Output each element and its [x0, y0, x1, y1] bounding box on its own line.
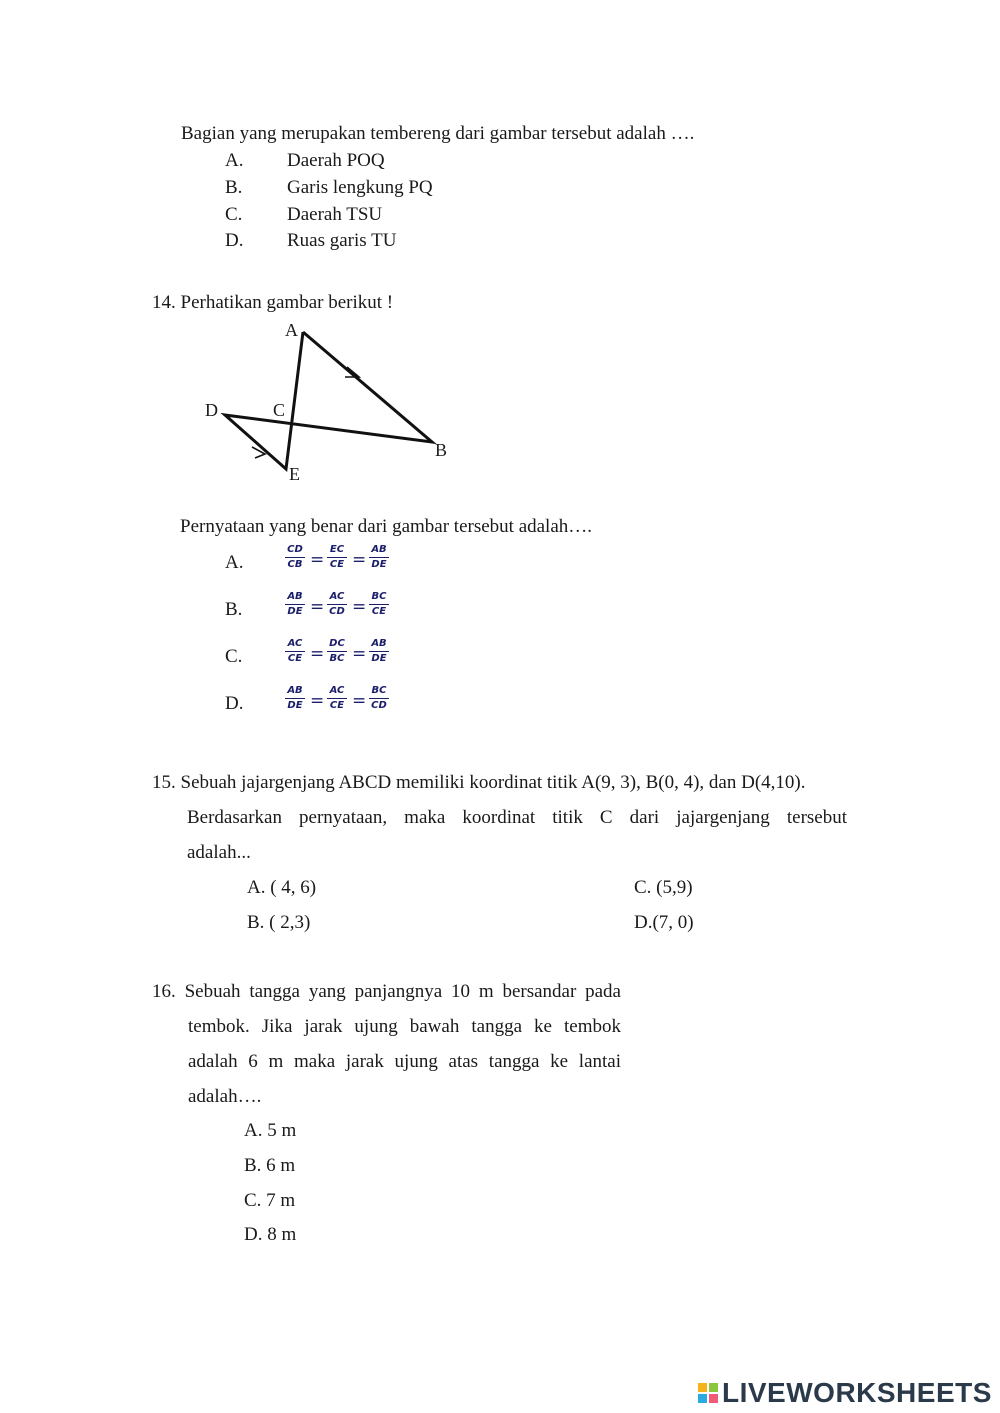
label-c: C — [273, 400, 286, 420]
fraction — [369, 545, 389, 570]
equals-sign: = — [352, 691, 367, 711]
fraction-numerator: AC — [327, 592, 347, 605]
q16-option-a[interactable]: A. 5 m — [244, 1120, 297, 1141]
fraction-denominator: DE — [287, 700, 303, 711]
label-a: A — [285, 320, 298, 340]
q15-option-c[interactable]: C. (5,9) — [634, 877, 693, 898]
equals-sign: = — [352, 644, 367, 664]
fraction-denominator: DE — [371, 559, 387, 570]
fraction-numerator: DC — [327, 639, 347, 652]
option-letter: A. — [225, 552, 244, 573]
fraction-numerator: AB — [285, 686, 305, 699]
label-b: B — [435, 440, 448, 460]
logo-block — [698, 1394, 707, 1403]
fraction-denominator: DE — [371, 653, 387, 664]
fraction — [327, 592, 347, 617]
label-e: E — [289, 464, 300, 484]
equals-sign: = — [352, 550, 367, 570]
equals-sign: = — [310, 550, 325, 570]
fraction — [369, 639, 389, 664]
q14-question: Pernyataan yang benar dari gambar tersebut adalah…. — [180, 516, 593, 537]
fraction-numerator: CD — [285, 545, 305, 558]
fraction — [285, 639, 305, 664]
option-letter: B. — [225, 599, 243, 620]
fraction — [327, 639, 347, 664]
q16-line1: 16. Sebuah tangga yang panjangnya 10 m bersandar pada — [152, 981, 621, 1002]
equals-sign: = — [310, 691, 325, 711]
logo-text: LIVEWORKSHEETS — [722, 1377, 992, 1408]
logo-block — [709, 1383, 718, 1392]
fraction — [285, 592, 305, 617]
fraction-numerator: AC — [327, 686, 347, 699]
fraction — [285, 686, 305, 711]
option-text: Ruas garis TU — [287, 230, 397, 251]
q16-line2: tembok. Jika jarak ujung bawah tangga ke tembok — [188, 1016, 621, 1037]
fraction — [285, 545, 305, 570]
label-d: D — [205, 400, 218, 420]
fraction — [369, 686, 389, 711]
option-text: Daerah POQ — [287, 150, 385, 171]
fraction — [327, 686, 347, 711]
fraction — [327, 545, 347, 570]
q13-stem: Bagian yang merupakan tembereng dari gambar tersebut adalah …. — [181, 123, 695, 144]
q16-option-d[interactable]: D. 8 m — [244, 1224, 297, 1245]
q16-option-b[interactable]: B. 6 m — [244, 1155, 296, 1176]
equals-sign: = — [352, 597, 367, 617]
q16-line4: adalah…. — [188, 1086, 262, 1107]
fraction-denominator: CE — [371, 606, 387, 617]
fraction-numerator: AB — [285, 592, 305, 605]
fraction — [369, 592, 389, 617]
option-letter: D. — [225, 693, 244, 714]
fraction-numerator: EC — [327, 545, 347, 558]
fraction-numerator: BC — [369, 592, 389, 605]
q15-option-a[interactable]: A. ( 4, 6) — [247, 877, 317, 898]
option-text: Garis lengkung PQ — [287, 177, 433, 198]
option-letter: D. — [225, 230, 244, 251]
fraction-denominator: CE — [287, 653, 303, 664]
option-text: Daerah TSU — [287, 204, 383, 225]
fraction-numerator: BC — [369, 686, 389, 699]
fraction-numerator: AB — [369, 639, 389, 652]
fraction-denominator: CD — [329, 606, 345, 617]
fraction-denominator: DE — [287, 606, 303, 617]
q15-option-b[interactable]: B. ( 2,3) — [247, 912, 311, 933]
equals-sign: = — [310, 644, 325, 664]
q14-stem: 14. Perhatikan gambar berikut ! — [152, 292, 394, 313]
option-letter: C. — [225, 646, 243, 667]
option-letter: C. — [225, 204, 243, 225]
fraction-denominator: BC — [329, 653, 345, 664]
q15-line1: 15. Sebuah jajargenjang ABCD memiliki koordinat titik A(9, 3), B(0, 4), dan D(4,10). — [152, 772, 806, 793]
q15-line3: adalah... — [187, 842, 251, 863]
fraction-numerator: AB — [369, 545, 389, 558]
fraction-numerator: AC — [285, 639, 305, 652]
q15-line2: Berdasarkan pernyataan, maka koordinat titik C dari jajargenjang tersebut — [187, 807, 847, 828]
q15-option-d[interactable]: D.(7, 0) — [634, 912, 694, 933]
option-letter: A. — [225, 150, 244, 171]
logo-block — [698, 1383, 707, 1392]
fraction-denominator: CE — [329, 559, 345, 570]
equals-sign: = — [310, 597, 325, 617]
fraction-denominator: CD — [371, 700, 387, 711]
logo-block — [709, 1394, 718, 1403]
fraction-denominator: CB — [287, 559, 303, 570]
logo-blocks-icon — [698, 1383, 718, 1403]
liveworksheets-logo — [698, 1378, 992, 1408]
q16-line3: adalah 6 m maka jarak ujung atas tangga ke lantai — [188, 1051, 621, 1072]
q16-option-c[interactable]: C. 7 m — [244, 1190, 296, 1211]
fraction-denominator: CE — [329, 700, 345, 711]
option-letter: B. — [225, 177, 243, 198]
triangle-figure — [195, 315, 455, 490]
